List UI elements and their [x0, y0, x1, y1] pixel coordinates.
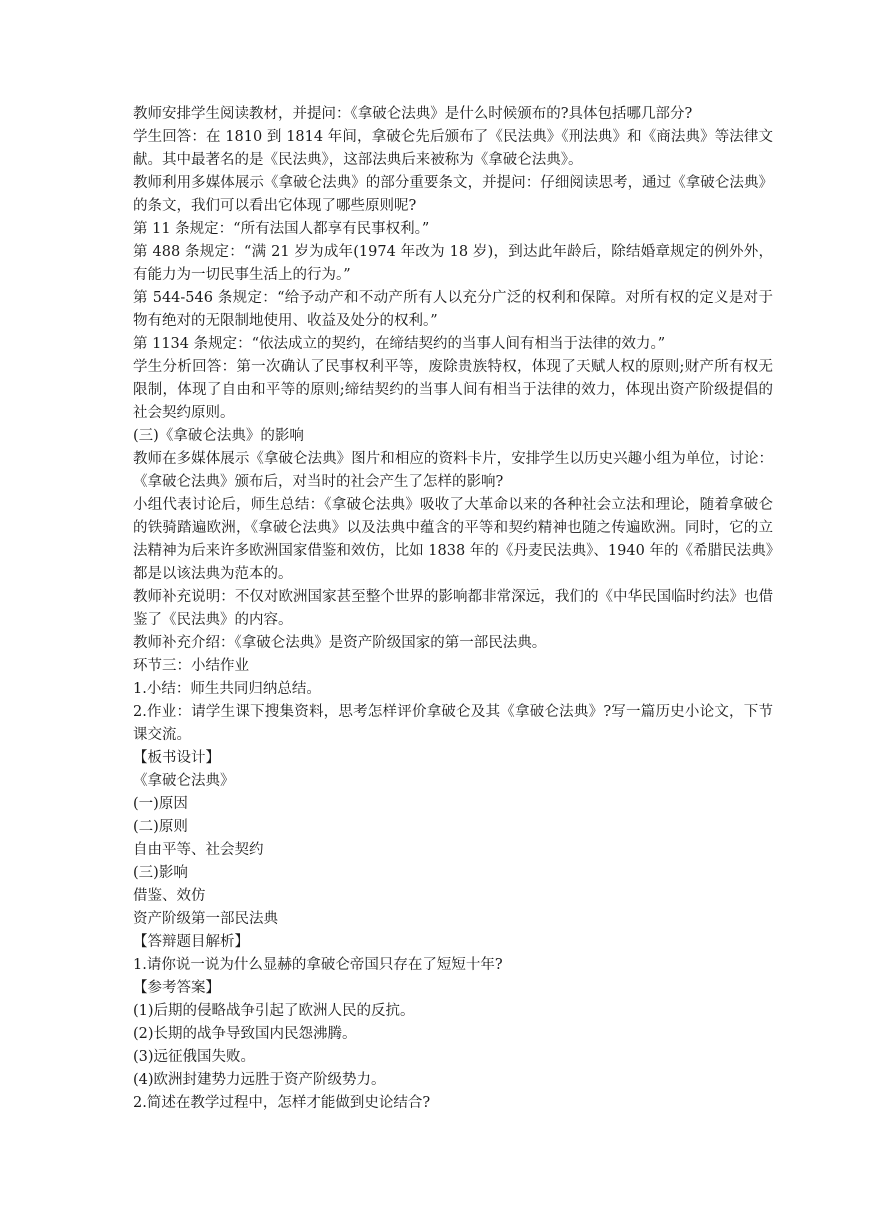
paragraph-teacher-supplement-explain: 教师补充说明：不仅对欧洲国家甚至整个世界的影响都非常深远，我们的《中华民国临时约法》也借鉴了《民法典》的内容。: [133, 589, 773, 628]
board-title: 《拿破仑法典》: [133, 773, 235, 789]
section-heading-board-design: 【板书设计】: [133, 750, 220, 766]
board-item-influence: (三)影响: [133, 865, 188, 881]
answer-item-3: (3)远征俄国失败。: [133, 1049, 256, 1065]
paragraph-teacher-question-reading: 教师安排学生阅读教材，并提问：《拿破仑法典》是什么时候颁布的?具体包括哪几部分?: [133, 106, 693, 122]
paragraph-summary-influence: 小组代表讨论后，师生总结：《拿破仑法典》吸收了大革命以来的各种社会立法和理论，随着拿破仑的铁骑踏遍欧洲，《拿破仑法典》以及法典中蕴含的平等和契约精神也随之传遍欧洲。同时，它的立法精神为后来许多欧洲国家借鉴和效仿，比如 1838 年的《丹麦民法典》、1940 年的《希腊民法典》都是以该法典为范本的。: [133, 497, 773, 582]
paragraph-group-discussion: 教师在多媒体展示《拿破仑法典》图片和相应的资料卡片，安排学生以历史兴趣小组为单位，讨论：《拿破仑法典》颁布后，对当时的社会产生了怎样的影响?: [133, 451, 773, 490]
paragraph-student-analysis: 学生分析回答：第一次确认了民事权利平等，废除贵族特权，体现了天赋人权的原则;财产所有权无限制，体现了自由和平等的原则;缔结契约的当事人间有相当于法律的效力，体现出资产阶级提倡的社会契约原则。: [133, 359, 773, 421]
section-heading-defense-questions: 【答辩题目解析】: [133, 934, 249, 950]
document-page: [133, 103, 773, 1115]
question-two: 2.简述在教学过程中，怎样才能做到史论结合?: [133, 1095, 431, 1111]
board-item-influence-detail: 借鉴、效仿: [133, 888, 206, 904]
list-item-homework: 2.作业：请学生课下搜集资料，思考怎样评价拿破仑及其《拿破仑法典》?写一篇历史小论文，下节课交流。: [133, 704, 773, 743]
paragraph-teacher-supplement-intro: 教师补充介绍：《拿破仑法典》是资产阶级国家的第一部民法典。: [133, 635, 547, 651]
answer-item-4: (4)欧洲封建势力远胜于资产阶级势力。: [133, 1072, 386, 1088]
section-heading-stage-three: 环节三：小结作业: [133, 658, 249, 674]
paragraph-teacher-multimedia-question: 教师利用多媒体展示《拿破仑法典》的部分重要条文，并提问：仔细阅读思考，通过《拿破仑法典》的条文，我们可以看出它体现了哪些原则呢?: [133, 175, 773, 214]
board-item-principles: (二)原则: [133, 819, 188, 835]
board-item-first-civil-code: 资产阶级第一部民法典: [133, 911, 278, 927]
list-item-summary: 1.小结：师生共同归纳总结。: [133, 681, 321, 697]
paragraph-article-11: 第 11 条规定：“所有法国人都享有民事权利。”: [133, 221, 430, 237]
answer-item-2: (2)长期的战争导致国内民怨沸腾。: [133, 1026, 357, 1042]
board-item-causes: (一)原因: [133, 796, 188, 812]
paragraph-student-answer-codes: 学生回答：在 1810 到 1814 年间，拿破仑先后颁布了《民法典》《刑法典》和《商法典》等法律文献。其中最著名的是《民法典》，这部法典后来被称为《拿破仑法典》。: [133, 129, 773, 168]
section-heading-reference-answer: 【参考答案】: [133, 980, 220, 996]
paragraph-article-544-546: 第 544-546 条规定：“给予动产和不动产所有人以充分广泛的权利和保障。对所有权的定义是对于物有绝对的无限制地使用、收益及处分的权利。”: [133, 290, 773, 329]
paragraph-article-1134: 第 1134 条规定：“依法成立的契约，在缔结契约的当事人间有相当于法律的效力。”: [133, 336, 666, 352]
question-one: 1.请你说一说为什么显赫的拿破仑帝国只存在了短短十年?: [133, 957, 503, 973]
board-item-principles-detail: 自由平等、社会契约: [133, 842, 264, 858]
paragraph-article-488: 第 488 条规定：“满 21 岁为成年(1974 年改为 18 岁)，到达此年龄后，除结婚章规定的例外外，有能力为一切民事生活上的行为。”: [133, 244, 773, 283]
answer-item-1: (1)后期的侵略战争引起了欧洲人民的反抗。: [133, 1003, 415, 1019]
section-heading-influence: (三)《拿破仑法典》的影响: [133, 428, 304, 444]
